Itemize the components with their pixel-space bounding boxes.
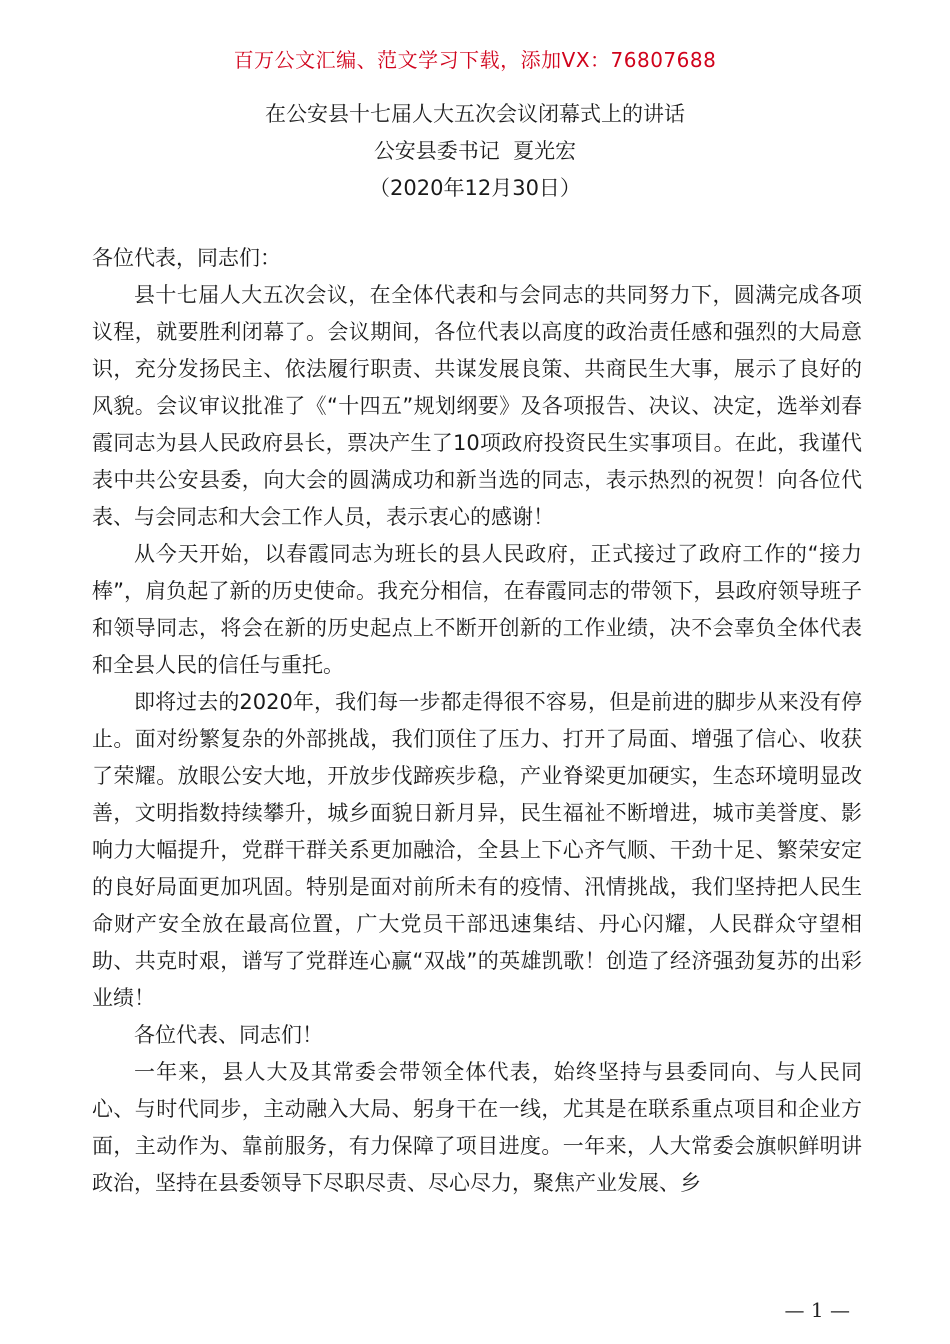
title-block	[0, 96, 950, 207]
header-banner: 百万公文汇编、范文学习下载，添加VX：76807688	[233, 48, 717, 72]
paragraph: 即将过去的2020年，我们每一步都走得很不容易，但是前进的脚步从来没有停止。面对纷繁复杂的外部挑战，我们顶住了压力、打开了局面、增强了信心、收获了荣耀。放眼公安大地，开放步伐蹄疾步稳，产业脊梁更加硬实，生态环境明显改善，文明指数持续攀升，城乡面貌日新月异，民生福祉不断增进，城市美誉度、影响力大幅提升，党群干群关系更加融洽，全县上下心齐气顺、干劲十足、繁荣安定的良好局面更加巩固。特别是面对前所未有的疫情、汛情挑战，我们坚持把人民生命财产安全放在最高位置，广大党员干部迅速集结、丹心闪耀，人民群众守望相助、共克时艰，谱写了党群连心赢“双战”的英雄凯歌！创造了经济强劲复苏的出彩业绩！	[92, 690, 862, 1010]
paragraph: 一年来，县人大及其常委会带领全体代表，始终坚持与县委同向、与人民同心、与时代同步，主动融入大局、躬身干在一线，尤其是在联系重点项目和企业方面，主动作为、靠前服务，有力保障了项目进度。一年来，人大常委会旗帜鲜明讲政治，坚持在县委领导下尽职尽责、尽心尽力，聚焦产业发展、乡	[92, 1060, 862, 1195]
speaker-line: 公安县委书记 夏光宏	[373, 139, 577, 163]
page-number	[0, 1296, 950, 1324]
paragraph: 从今天开始，以春霞同志为班长的县人民政府，正式接过了政府工作的“接力棒”，肩负起了新的历史使命。我充分相信，在春霞同志的带领下，县政府领导班子和领导同志，将会在新的历史起点上不断开创新的工作业绩，决不会辜负全体代表和全县人民的信任与重托。	[92, 542, 862, 677]
date-line: （2020年12月30日）	[369, 176, 581, 200]
document-title: 在公安县十七届人大五次会议闭幕式上的讲话	[265, 102, 685, 126]
paragraph: 县十七届人大五次会议，在全体代表和与会同志的共同努力下，圆满完成各项议程，就要胜利闭幕了。会议期间，各位代表以高度的政治责任感和强烈的大局意识，充分发扬民主、依法履行职责、共谋发展良策、共商民生大事，展示了良好的风貌。会议审议批准了《“十四五”规划纲要》及各项报告、决议、决定，选举刘春霞同志为县人民政府县长，票决产生了10项政府投资民生实事项目。在此，我谨代表中共公安县委，向大会的圆满成功和新当选的同志，表示热烈的祝贺！向各位代表、与会同志和大会工作人员，表示衷心的感谢！	[92, 283, 862, 529]
paragraph: 各位代表、同志们！	[134, 1023, 323, 1047]
page-number-text: — 1 —	[784, 1298, 850, 1322]
salutation: 各位代表，同志们：	[92, 246, 281, 270]
speech-body	[92, 240, 862, 1202]
